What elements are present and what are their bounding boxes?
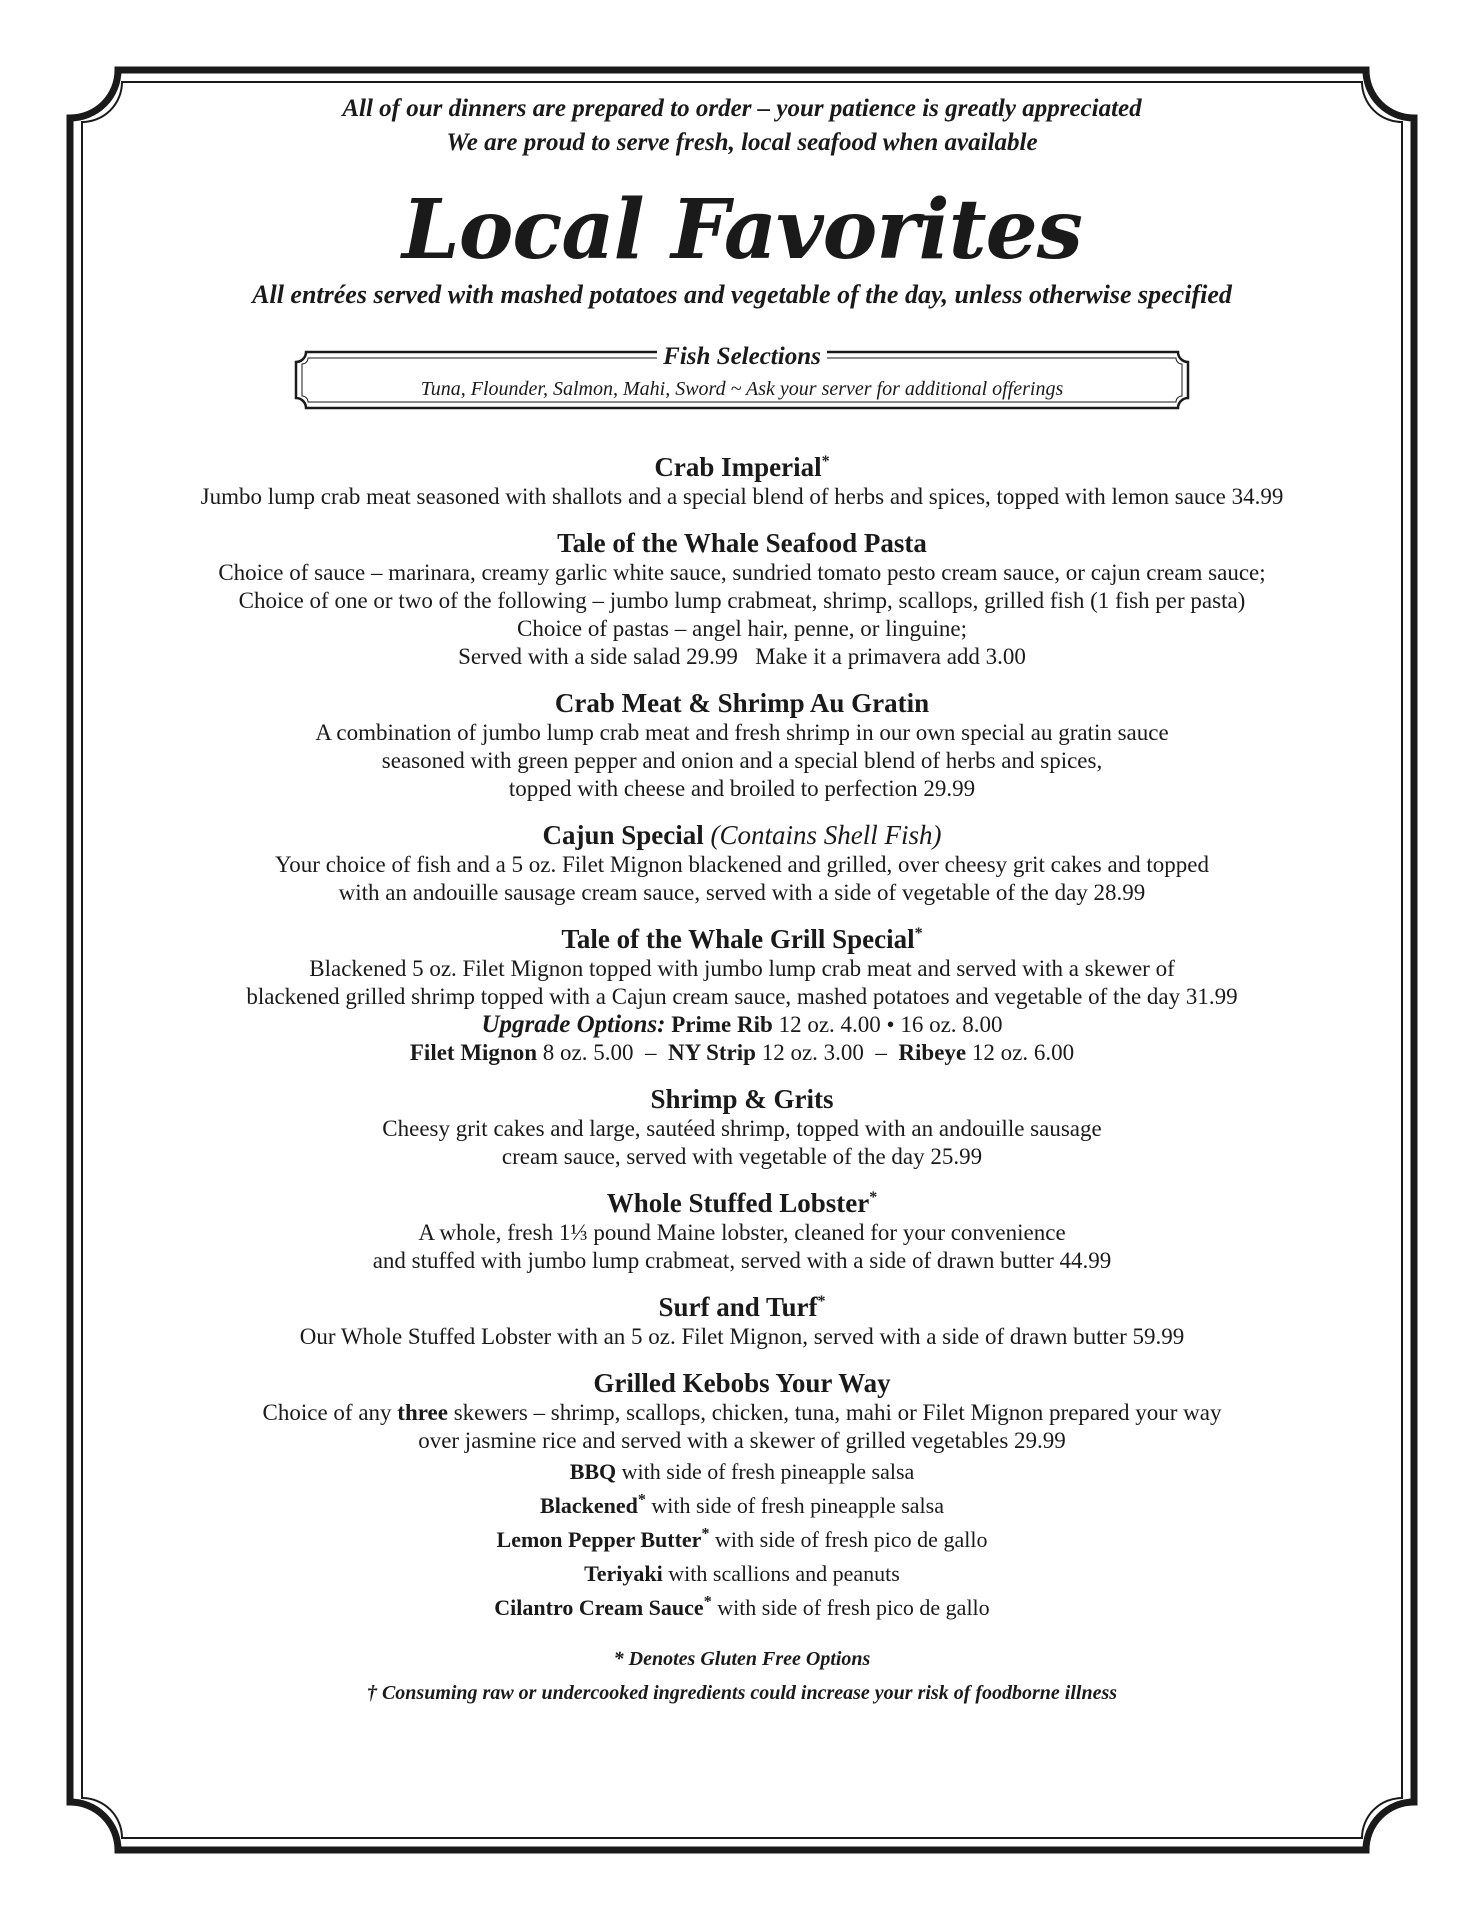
upgrade-options-line: [120, 1011, 1364, 1039]
item-description: Blackened 5 oz. Filet Mignon topped with jumbo lump crab meat and served with a skewer of: [309, 956, 1175, 981]
menu-item-kebobs: [120, 1368, 1364, 1625]
page-subtitle: All entrées served with mashed potatoes and vegetable of the day, unless otherwise specified: [252, 280, 1232, 309]
item-description: Choice of sauce – marinara, creamy garlic white sauce, sundried tomato pesto cream sauce, or cajun cream sauce;: [218, 560, 1266, 585]
item-name: Surf and Turf: [658, 1292, 818, 1322]
menu-item-shrimp-grits: [120, 1084, 1364, 1171]
item-name: Crab Meat & Shrimp Au Gratin: [554, 688, 930, 718]
item-name: Crab Imperial: [654, 452, 822, 482]
intro-text: [120, 92, 1364, 160]
item-description: Our Whole Stuffed Lobster with an 5 oz. Filet Mignon, served with a side of drawn butter 59.99: [299, 1324, 1185, 1349]
item-name: Whole Stuffed Lobster: [606, 1188, 870, 1218]
item-description: Choice of one or two of the following – jumbo lump crabmeat, shrimp, scallops, grilled fish (1 fish per pasta): [238, 588, 1246, 613]
gluten-free-star: *: [817, 1293, 826, 1310]
ribeye-price: 12 oz. 6.00: [971, 1040, 1075, 1065]
separator: –: [875, 1040, 887, 1065]
menu-item-crab-imperial: [120, 452, 1364, 511]
menu-item-au-gratin: [120, 688, 1364, 803]
item-description: with an andouille sausage cream sauce, served with a side of vegetable of the day 28.99: [338, 880, 1146, 905]
gluten-free-note: * Denotes Gluten Free Options: [613, 1648, 871, 1670]
item-note: (Contains Shell Fish): [710, 820, 942, 850]
fish-selections-list: Tuna, Flounder, Salmon, Mahi, Sword ~ Ask your server for additional offerings: [420, 378, 1064, 400]
item-name: Tale of the Whale Grill Special: [561, 924, 915, 954]
item-description: seasoned with green pepper and onion and a special blend of herbs and spices,: [381, 748, 1103, 773]
prime-rib-prices: 12 oz. 4.00 • 16 oz. 8.00: [778, 1012, 1003, 1037]
item-description: Served with a side salad 29.99 Make it a primavera add 3.00: [458, 644, 1026, 669]
item-description: Choice of pastas – angel hair, penne, or linguine;: [516, 616, 967, 641]
gluten-free-star: *: [869, 1189, 878, 1206]
item-name: Cajun Special: [542, 820, 704, 850]
kebob-style-bbq: BBQ with side of fresh pineapple salsa: [569, 1459, 915, 1484]
menu-item-grill-special: [120, 924, 1364, 1067]
filet-label: Filet Mignon: [409, 1040, 538, 1065]
menu-item-seafood-pasta: [120, 528, 1364, 671]
menu-item-lobster: [120, 1188, 1364, 1275]
item-name: Tale of the Whale Seafood Pasta: [557, 528, 927, 558]
item-description: A combination of jumbo lump crab meat and fresh shrimp in our own special au gratin sauce: [315, 720, 1169, 745]
item-description: Jumbo lump crab meat seasoned with shallots and a special blend of herbs and spices, topped with lemon sauce 34.99: [200, 484, 1284, 509]
fish-selections-box: [292, 342, 1192, 412]
upgrade-label: Upgrade Options:: [481, 1011, 666, 1038]
upgrade-options-line-2: [120, 1039, 1364, 1067]
raw-food-warning: † Consuming raw or undercooked ingredients could increase your risk of foodborne illness: [366, 1682, 1118, 1704]
intro-line-1: All of our dinners are prepared to order – your patience is greatly appreciated: [342, 95, 1142, 122]
item-description: over jasmine rice and served with a skewer of grilled vegetables 29.99: [418, 1428, 1066, 1453]
fish-selections-title: Fish Selections: [657, 343, 827, 370]
separator: –: [644, 1040, 657, 1065]
menu-page: [120, 92, 1364, 1710]
item-name: Grilled Kebobs Your Way: [593, 1368, 891, 1398]
kebob-style-lemon-pepper: Lemon Pepper Butter* with side of fresh pico de gallo: [496, 1525, 988, 1552]
prime-rib-label: Prime Rib: [671, 1012, 773, 1037]
item-description: cream sauce, served with vegetable of the day 25.99: [501, 1144, 983, 1169]
kebob-style-blackened: Blackened* with side of fresh pineapple salsa: [540, 1491, 944, 1518]
item-description: topped with cheese and broiled to perfection 29.99: [508, 776, 976, 801]
menu-item-surf-turf: [120, 1292, 1364, 1351]
menu-items: [120, 452, 1364, 1625]
ribeye-label: Ribeye: [898, 1040, 967, 1065]
item-description: Your choice of fish and a 5 oz. Filet Mignon blackened and grilled, over cheesy grit cakes and topped: [274, 852, 1209, 877]
gluten-free-star: *: [821, 453, 830, 470]
filet-price: 8 oz. 5.00: [542, 1040, 634, 1065]
three-emphasis: three: [397, 1400, 448, 1425]
strip-label: NY Strip: [667, 1040, 756, 1065]
item-description: Cheesy grit cakes and large, sautéed shrimp, topped with an andouille sausage: [382, 1116, 1102, 1141]
item-description: blackened grilled shrimp topped with a Cajun cream sauce, mashed potatoes and vegetable of the day 31.99: [246, 984, 1238, 1009]
item-description: and stuffed with jumbo lump crabmeat, served with a side of drawn butter 44.99: [372, 1248, 1112, 1273]
item-name: Shrimp & Grits: [650, 1084, 834, 1114]
page-title: Local Favorites: [402, 182, 1082, 278]
item-description: A whole, fresh 1⅓ pound Maine lobster, cleaned for your convenience: [418, 1220, 1066, 1245]
kebob-style-teriyaki: Teriyaki with scallions and peanuts: [584, 1561, 900, 1586]
kebob-style-cilantro: Cilantro Cream Sauce* with side of fresh pico de gallo: [494, 1593, 990, 1620]
footer-notes: [120, 1642, 1364, 1710]
menu-item-cajun-special: [120, 820, 1364, 907]
strip-price: 12 oz. 3.00: [761, 1040, 864, 1065]
intro-line-2: We are proud to serve fresh, local seafood when available: [446, 129, 1038, 156]
item-description: Choice of any three skewers – shrimp, scallops, chicken, tuna, mahi or Filet Mignon prepared your way: [262, 1400, 1222, 1425]
gluten-free-star: *: [914, 925, 923, 942]
